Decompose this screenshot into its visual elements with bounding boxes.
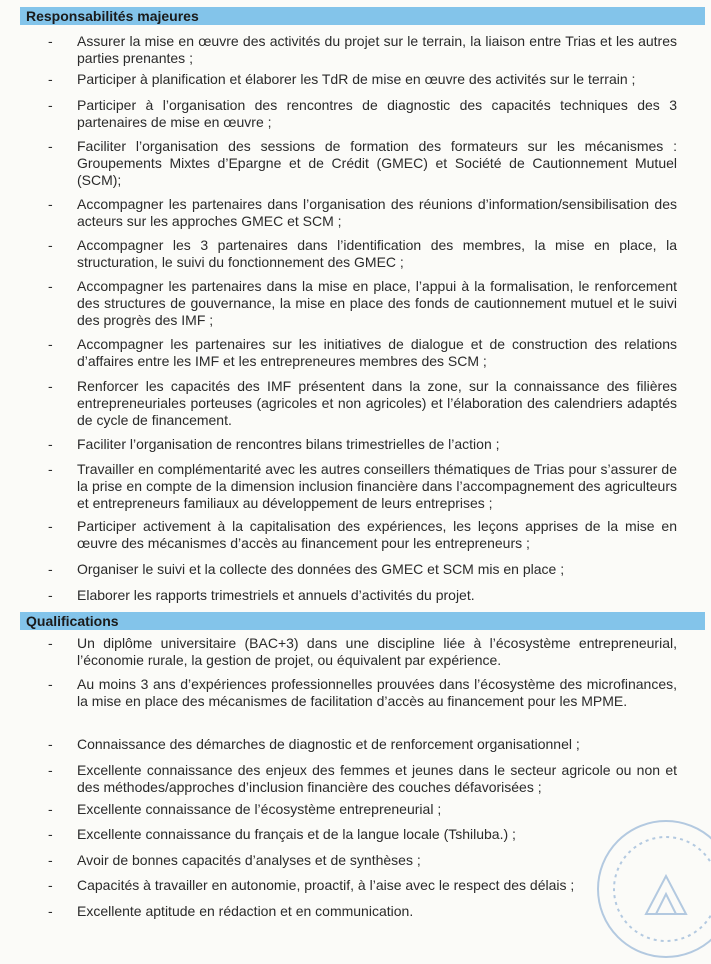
list-item-text: Participer activement à la capitalisation des expériences, les leçons apprises de la mise en œuvre des mécanismes d’accès au financement pour les entrepreneurs ;: [77, 518, 677, 551]
stamp-triangle-logo-icon: [646, 876, 686, 914]
bullet-dash: -: [48, 71, 53, 87]
bullet-dash: -: [48, 278, 53, 294]
list-item-text: Excellente connaissance des enjeux des femmes et jeunes dans le secteur agricole ou non et des méthodes/approches d’inclusion financière des couches défavorisées ;: [77, 762, 677, 795]
list-item-text: Excellente connaissance du français et de la langue locale (Tshiluba.) ;: [77, 826, 516, 842]
section-heading-responsabilites: Responsabilités majeures: [20, 7, 705, 25]
list-item-text: Excellente connaissance de l’écosystème entrepreneurial ;: [77, 801, 442, 817]
list-item-text: Accompagner les 3 partenaires dans l’identification des membres, la mise en place, la structuration, le suivi du fonctionnement des GMEC ;: [77, 237, 677, 270]
bullet-dash: -: [48, 903, 53, 919]
list-item-text: Excellente aptitude en rédaction et en communication.: [77, 903, 414, 919]
bullet-dash: -: [48, 801, 53, 817]
list-item-text: Accompagner les partenaires dans la mise en place, l’appui à la formalisation, le renforcement des structures de gouvernance, la mise en place des fonds de cautionnement mutuel et le suivi des progrès des IMF ;: [77, 278, 677, 328]
list-item-text: Au moins 3 ans d’expériences professionnelles prouvées dans l’écosystème des microfinances, la mise en place des mécanismes de facilitation d’accès au financement pour les MPME.: [77, 676, 677, 709]
bullet-dash: -: [48, 762, 53, 778]
list-item-text: Participer à planification et élaborer les TdR de mise en œuvre des activités sur le terrain ;: [77, 71, 636, 87]
list-item-text: Renforcer les capacités des IMF présentent dans la zone, sur la connaissance des filières entrepreneuriales porteuses (agricoles et non agricoles) et l’élaboration des calendriers adaptés de cycle de financement.: [77, 378, 677, 428]
list-item-text: Faciliter l’organisation des sessions de formation des formateurs sur les mécanismes : Groupements Mixtes d’Epargne et de Crédit (GMEC) et Société de Cautionnement Mutuel (SCM);: [77, 138, 677, 188]
list-item-text: Faciliter l’organisation de rencontres bilans trimestrielles de l’action ;: [77, 436, 500, 452]
bullet-dash: -: [48, 852, 53, 868]
list-item-text: Elaborer les rapports trimestriels et annuels d’activités du projet.: [77, 587, 475, 603]
section-heading-qualifications: Qualifications: [20, 612, 705, 630]
list-item-text: Capacités à travailler en autonomie, proactif, à l’aise avec le respect des délais ;: [77, 877, 575, 893]
bullet-dash: -: [48, 561, 53, 577]
list-item-text: Connaissance des démarches de diagnostic et de renforcement organisationnel ;: [77, 736, 580, 752]
bullet-dash: -: [48, 826, 53, 842]
stamp-inner-ring: [614, 837, 711, 941]
bullet-dash: -: [48, 196, 53, 212]
bullet-dash: -: [48, 138, 53, 154]
list-item-text: Travailler en complémentarité avec les autres conseillers thématiques de Trias pour s’assurer de la prise en compte de la dimension inclusion financière dans l’accompagnement des agriculteurs et entrepreneurs familiaux au développement de leurs entreprises ;: [77, 461, 677, 511]
list-item-text: Avoir de bonnes capacités d’analyses et de synthèses ;: [77, 852, 421, 868]
bullet-dash: -: [48, 33, 53, 49]
bullet-dash: -: [48, 97, 53, 113]
bullet-dash: -: [48, 378, 53, 394]
bullet-dash: -: [48, 436, 53, 452]
bullet-dash: -: [48, 736, 53, 752]
list-item-text: Organiser le suivi et la collecte des données des GMEC et SCM mis en place ;: [77, 561, 565, 577]
bullet-dash: -: [48, 518, 53, 534]
bullet-dash: -: [48, 587, 53, 603]
list-item-text: Assurer la mise en œuvre des activités du projet sur le terrain, la liaison entre Trias et les autres parties prenantes ;: [77, 33, 677, 66]
list-item-text: Accompagner les partenaires dans l’organisation des réunions d’information/sensibilisation des acteurs sur les approches GMEC et SCM ;: [77, 196, 677, 229]
official-stamp: [591, 814, 711, 964]
list-item-text: Participer à l’organisation des rencontres de diagnostic des capacités techniques des 3 partenaires de mise en œuvre ;: [77, 97, 677, 130]
list-item-text: Accompagner les partenaires sur les initiatives de dialogue et de construction des relations d’affaires entre les IMF et les entrepreneures membres des SCM ;: [77, 336, 677, 369]
bullet-dash: -: [48, 336, 53, 352]
bullet-dash: -: [48, 676, 53, 692]
bullet-dash: -: [48, 877, 53, 893]
bullet-dash: -: [48, 461, 53, 477]
list-item-text: Un diplôme universitaire (BAC+3) dans une discipline liée à l’écosystème entrepreneurial, l’économie rurale, la gestion de projet, ou équivalent par expérience.: [77, 635, 677, 668]
bullet-dash: -: [48, 237, 53, 253]
bullet-dash: -: [48, 635, 53, 651]
